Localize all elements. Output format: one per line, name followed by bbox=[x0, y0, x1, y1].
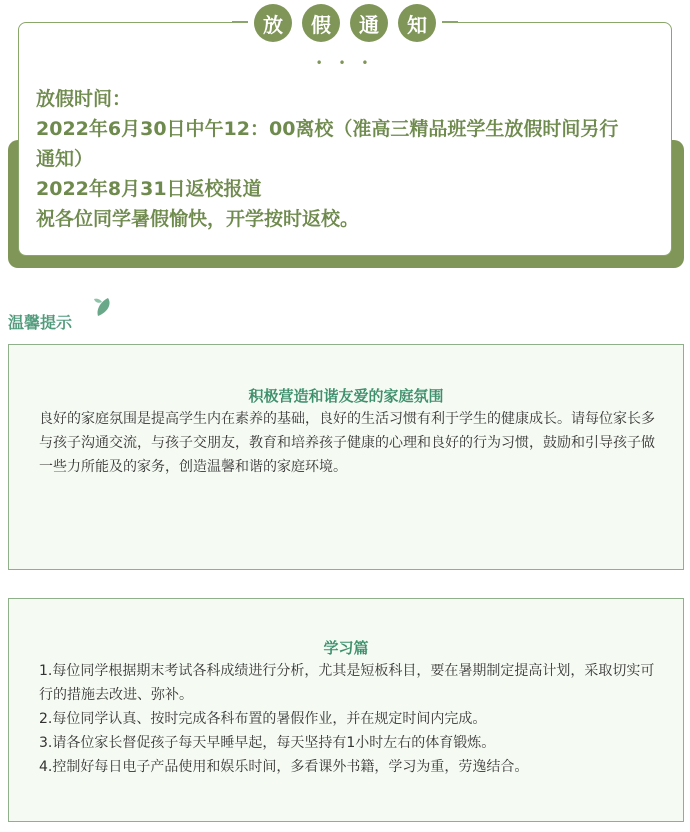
notice-title bbox=[0, 4, 690, 42]
family-atmosphere-box bbox=[8, 344, 684, 570]
title-char-3: 通 bbox=[350, 4, 388, 42]
tips-title: 温馨提示 bbox=[8, 313, 73, 332]
family-atmosphere-body bbox=[39, 407, 655, 479]
notice-line-leave-date-cont: 通知） bbox=[36, 148, 94, 170]
study-item-2: 2.每位同学认真、按时完成各科布置的暑假作业，并在规定时间内完成。 bbox=[39, 711, 487, 727]
holiday-notice-section bbox=[0, 0, 690, 272]
family-atmosphere-paragraph: 良好的家庭氛围是提高学生内在素养的基础，良好的生活习惯有利于学生的健康成长。请每位家长多与孩子沟通交流，与孩子交朋友，教育和培养孩子健康的心理和良好的行为习惯，鼓励和引导孩子做一些力所能及的家务，创造温馨和谐的家庭环境。 bbox=[39, 411, 655, 475]
title-char-4: 知 bbox=[398, 4, 436, 42]
leaf-icon bbox=[92, 296, 114, 322]
notice-line-wishes: 祝各位同学暑假愉快，开学按时返校。 bbox=[36, 208, 360, 230]
study-box bbox=[8, 598, 684, 822]
notice-content bbox=[36, 84, 666, 234]
notice-line-return-date: 2022年8月31日返校报道 bbox=[36, 178, 262, 200]
decorative-dots: • • • bbox=[315, 56, 375, 70]
study-item-1: 1.每位同学根据期末考试各科成绩进行分析，尤其是短板科目，要在暑期制定提高计划，采取切实可行的措施去改进、弥补。 bbox=[39, 663, 655, 703]
study-item-3: 3.请各位家长督促孩子每天早睡早起，每天坚持有1小时左右的体育锻炼。 bbox=[39, 735, 496, 751]
tips-header bbox=[8, 300, 148, 336]
notice-line-heading: 放假时间： bbox=[36, 88, 132, 110]
title-char-2: 假 bbox=[302, 4, 340, 42]
title-char-1: 放 bbox=[254, 4, 292, 42]
study-item-4: 4.控制好每日电子产品使用和娱乐时间，多看课外书籍，学习为重，劳逸结合。 bbox=[39, 759, 529, 775]
study-title: 学习篇 bbox=[323, 639, 369, 657]
family-atmosphere-title: 积极营造和谐友爱的家庭氛围 bbox=[248, 387, 444, 405]
notice-line-leave-date: 2022年6月30日中午12：00离校（准高三精品班学生放假时间另行 bbox=[36, 118, 619, 140]
study-body bbox=[39, 659, 655, 779]
